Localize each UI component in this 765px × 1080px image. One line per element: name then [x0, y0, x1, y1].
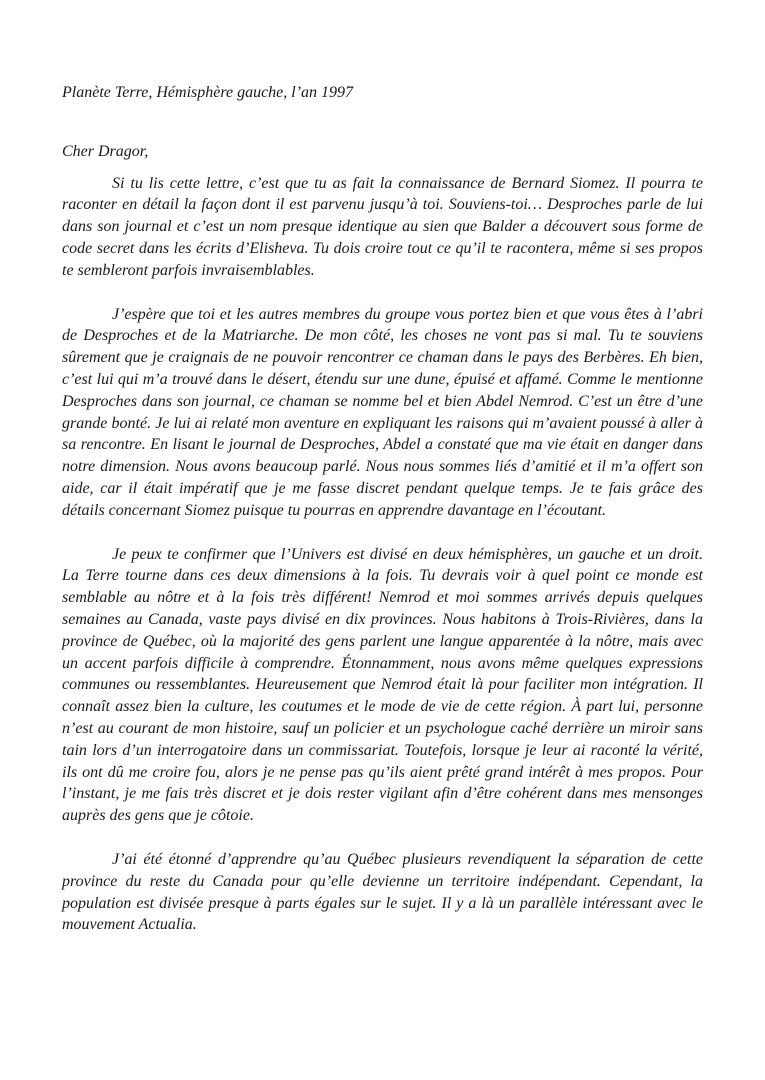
- letter-salutation: Cher Dragor,: [62, 142, 149, 160]
- letter-dateline: Planète Terre, Hémisphère gauche, l’an 1997: [62, 84, 354, 101]
- letter-paragraph: J’espère que toi et les autres membres du groupe vous portez bien et que vous êtes à l’abri de Desproches et de la Matriarche. De mon côté, les choses ne vont pas si mal. Tu te souviens sûrement que je craignais de ne pouvoir rencontrer ce chaman dans le pays des Berbères. Eh bien, c’est lui qui m’a trouvé dans le désert, étendu sur une dune, épuisé et affamé. Comme le mentionne Desproches dans son journal, ce chaman se nomme bel et bien Abdel Nemrod. C’est un être d’une grande bonté. Je lui ai relaté mon aventure en expliquant les raisons qui m’avaient poussé à aller à sa rencontre. En lisant le journal de Desproches, Abdel a constaté que ma vie était en danger dans notre dimension. Nous avons beaucoup parlé. Nous nous sommes liés d’amitié et il m’a offert son aide, car il était impératif que je me fasse discret pendant quelque temps. Je te fais grâce des détails concernant Siomez puisque tu pourras en apprendre davantage en l’écoutant.: [62, 305, 703, 519]
- letter-paragraph: J’ai été étonné d’apprendre qu’au Québec plusieurs revendiquent la séparation de cette province du reste du Canada pour qu’elle devienne un territoire indépendant. Cependant, la population est divisée presque à parts égales sur le sujet. Il y a là un parallèle intéressant avec le mouvement Actualia.: [62, 850, 703, 934]
- letter-paragraph: Je peux te confirmer que l’Univers est divisé en deux hémisphères, un gauche et un droit. La Terre tourne dans ces deux dimensions à la fois. Tu devrais voir à quel point ce monde est semblable au nôtre et à la fois très différent! Nemrod et moi sommes arrivés depuis quelques semaines au Canada, vaste pays divisé en dix provinces. Nous habitons à Trois-Rivières, dans la province de Québec, où la majorité des gens parlent une langue apparentée à la nôtre, mais avec un accent parfois difficile à comprendre. Étonnamment, nous avons même quelques expressions communes ou ressemblantes. Heureusement que Nemrod était là pour faciliter mon intégration. Il connaît assez bien la culture, les coutumes et le mode de vie de cette région. À part lui, personne n’est au courant de mon histoire, sauf un policier et un psychologue caché derrière un miroir sans tain lors d’un interrogatoire dans un commissariat. Toutefois, lorsque je leur ai raconté la vérité, ils ont dû me croire fou, alors je ne pense pas qu’ils aient prêté grand intérêt à mes propos. Pour l’instant, je me fais très discret et je dois rester vigilant afin d’être cohérent dans mes mensonges auprès des gens que je côtoie.: [62, 545, 703, 825]
- letter-page: [62, 82, 703, 958]
- letter-paragraph: Si tu lis cette lettre, c’est que tu as fait la connaissance de Bernard Siomez. Il pourra te raconter en détail la façon dont il est parvenu jusqu’à toi. Souviens-toi… Desproches parle de lui dans son journal et c’est un nom presque identique au sien que Balder a découvert sous forme de code secret dans les écrits d’Elisheva. Tu dois croire tout ce qu’il te racontera, même si ses propos te sembleront parfois invraisemblables.: [62, 174, 703, 279]
